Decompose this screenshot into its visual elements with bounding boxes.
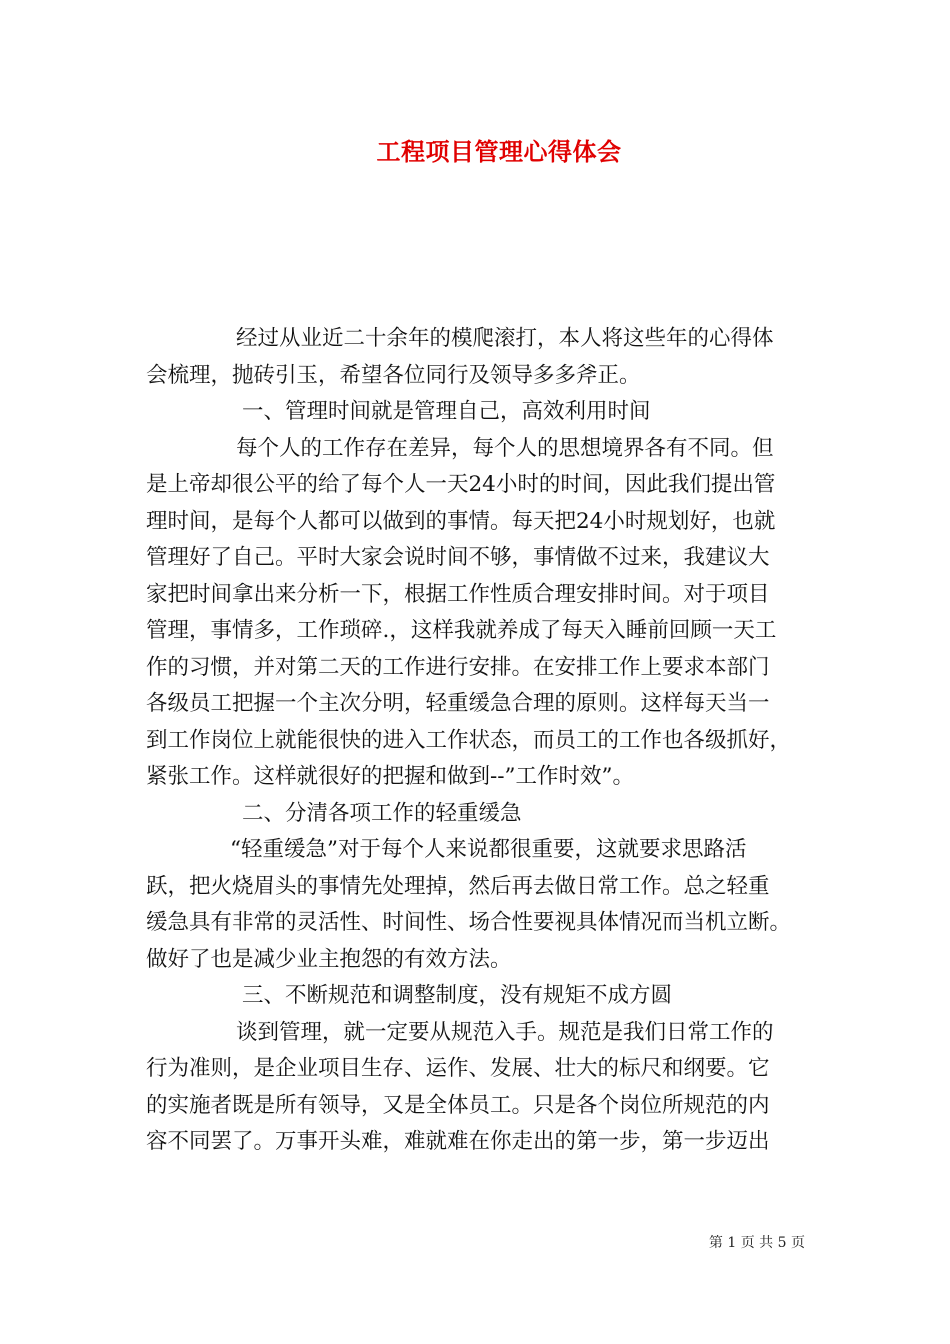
paragraph-line: 是上帝却很公平的给了每个人一天24小时的时间，因此我们提出管 xyxy=(146,472,776,497)
page-number-footer: 第 1 页 共 5 页 xyxy=(708,1235,805,1251)
document-title: 工程项目管理心得体会 xyxy=(376,137,622,166)
paragraph-line: 管理，事情多，工作琐碎.，这样我就养成了每天入睡前回顾一天工 xyxy=(146,618,777,643)
paragraph-line: 经过从业近二十余年的模爬滚打，本人将这些年的心得体 xyxy=(236,326,774,351)
paragraph-line: 各级员工把握一个主次分明，轻重缓急合理的原则。这样每天当一 xyxy=(146,691,770,716)
paragraph-line: 理时间，是每个人都可以做到的事情。每天把24小时规划好，也就 xyxy=(146,508,776,534)
paragraph-line: 家把时间拿出来分析一下，根据工作性质合理安排时间。对于项目 xyxy=(146,581,770,607)
paragraph-line: 紧张工作。这样就很好的把握和做到--”工作时效”。 xyxy=(146,764,635,789)
paragraph-line: 容不同罢了。万事开头难，难就难在你走出的第一步，第一步迈出 xyxy=(146,1129,770,1154)
section-heading: 一、管理时间就是管理自己，高效利用时间 xyxy=(242,399,651,424)
paragraph-line: 到工作岗位上就能很快的进入工作状态，而员工的工作也各级抓好， xyxy=(146,727,792,753)
section-heading: 二、分清各项工作的轻重缓急 xyxy=(242,800,522,826)
paragraph-line: 缓急具有非常的灵活性、时间性、场合性要视具体情况而当机立断。 xyxy=(146,910,792,935)
paragraph-line: 管理好了自己。平时大家会说时间不够，事情做不过来，我建议大 xyxy=(146,545,770,570)
paragraph-line: 做好了也是减少业主抱怨的有效方法。 xyxy=(146,946,512,972)
paragraph-line: 的实施者既是所有领导，又是全体员工。只是各个岗位所规范的内 xyxy=(146,1092,770,1118)
paragraph-line: 会梳理，抛砖引玉，希望各位同行及领导多多斧正。 xyxy=(146,362,641,388)
section-heading: 三、不断规范和调整制度，没有规矩不成方圆 xyxy=(242,983,673,1008)
document-body xyxy=(146,321,810,1161)
paragraph-line: 跃，把火烧眉头的事情先处理掉，然后再去做日常工作。总之轻重 xyxy=(146,873,770,899)
paragraph-line: “轻重缓急”对于每个人来说都很重要，这就要求思路活 xyxy=(230,837,747,862)
paragraph-line: 每个人的工作存在差异，每个人的思想境界各有不同。但 xyxy=(236,435,774,461)
paragraph-line: 行为准则，是企业项目生存、运作、发展、壮大的标尺和纲要。它 xyxy=(146,1056,770,1081)
paragraph-line: 谈到管理，就一定要从规范入手。规范是我们日常工作的 xyxy=(236,1019,774,1045)
paragraph-line: 作的习惯，并对第二天的工作进行安排。在安排工作上要求本部门 xyxy=(146,654,770,680)
